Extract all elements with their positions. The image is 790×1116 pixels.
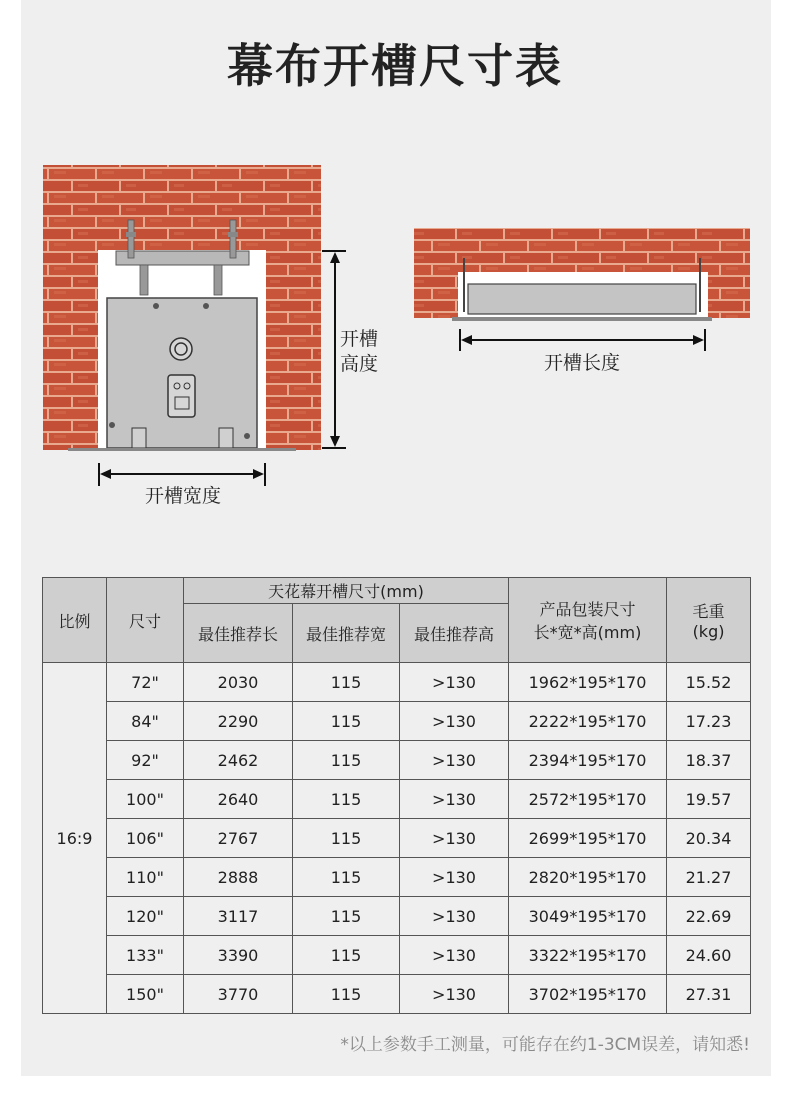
table-row: [43, 858, 751, 897]
height-cell: >130: [400, 858, 509, 897]
length-cell: 3390: [184, 936, 293, 975]
size-cell: 106": [107, 819, 184, 858]
size-cell: 120": [107, 897, 184, 936]
package-cell: 2222*195*170: [509, 702, 667, 741]
weight-cell: 17.23: [667, 702, 751, 741]
height-cell: >130: [400, 819, 509, 858]
size-cell: 72": [107, 663, 184, 702]
header-package: [509, 578, 667, 663]
weight-cell: 24.60: [667, 936, 751, 975]
width-label: 开槽宽度: [144, 485, 222, 507]
length-dimension: [460, 329, 705, 351]
package-cell: 2394*195*170: [509, 741, 667, 780]
width-cell: 115: [293, 663, 400, 702]
size-cell: 150": [107, 975, 184, 1014]
height-cell: >130: [400, 780, 509, 819]
table-row: [43, 741, 751, 780]
header-ratio: 比例: [43, 578, 107, 663]
length-cell: 2462: [184, 741, 293, 780]
header-package-line2: 长*宽*高(mm): [533, 623, 642, 642]
width-dimension: [99, 463, 265, 486]
height-cell: >130: [400, 702, 509, 741]
table-row: [43, 936, 751, 975]
table-row: [43, 663, 751, 702]
weight-cell: 18.37: [667, 741, 751, 780]
header-weight: [667, 578, 751, 663]
length-cell: 3117: [184, 897, 293, 936]
weight-cell: 27.31: [667, 975, 751, 1014]
table-row: [43, 819, 751, 858]
header-size: 尺寸: [107, 578, 184, 663]
height-cell: >130: [400, 663, 509, 702]
height-cell: >130: [400, 975, 509, 1014]
height-label-line1: 开槽: [340, 328, 379, 350]
weight-cell: 21.27: [667, 858, 751, 897]
size-cell: 110": [107, 858, 184, 897]
table-row: [43, 975, 751, 1014]
width-cell: 115: [293, 975, 400, 1014]
header-weight-line2: (kg): [692, 622, 725, 641]
page-title: 幕布开槽尺寸表: [227, 39, 563, 93]
width-cell: 115: [293, 936, 400, 975]
weight-cell: 22.69: [667, 897, 751, 936]
size-cell: 133": [107, 936, 184, 975]
length-cell: 3770: [184, 975, 293, 1014]
width-cell: 115: [293, 741, 400, 780]
package-cell: 2699*195*170: [509, 819, 667, 858]
weight-cell: 20.34: [667, 819, 751, 858]
length-label: 开槽长度: [543, 352, 621, 374]
length-cell: 2030: [184, 663, 293, 702]
header-best-width: 最佳推荐宽: [293, 604, 400, 663]
header-package-line1: 产品包装尺寸: [539, 600, 636, 619]
ratio-cell: 16:9: [43, 663, 107, 1014]
size-cell: 92": [107, 741, 184, 780]
package-cell: 2572*195*170: [509, 780, 667, 819]
width-cell: 115: [293, 858, 400, 897]
size-cell: 100": [107, 780, 184, 819]
width-cell: 115: [293, 780, 400, 819]
header-best-height: 最佳推荐高: [400, 604, 509, 663]
header-weight-line1: 毛重: [692, 602, 725, 621]
weight-cell: 15.52: [667, 663, 751, 702]
slot-size-table: [42, 577, 751, 1014]
width-cell: 115: [293, 702, 400, 741]
length-cell: 2290: [184, 702, 293, 741]
header-slot-group: 天花幕开槽尺寸(mm): [184, 578, 509, 604]
package-cell: 3049*195*170: [509, 897, 667, 936]
width-cell: 115: [293, 897, 400, 936]
size-cell: 84": [107, 702, 184, 741]
height-label-line2: 高度: [340, 353, 379, 375]
weight-cell: 19.57: [667, 780, 751, 819]
header-best-length: 最佳推荐长: [184, 604, 293, 663]
height-cell: >130: [400, 936, 509, 975]
table-row: [43, 897, 751, 936]
package-cell: 1962*195*170: [509, 663, 667, 702]
length-cell: 2640: [184, 780, 293, 819]
height-cell: >130: [400, 897, 509, 936]
measurement-note: *以上参数手工测量，可能存在约1-3CM误差，请知悉!: [340, 1035, 750, 1055]
package-cell: 2820*195*170: [509, 858, 667, 897]
length-cell: 2888: [184, 858, 293, 897]
table-row: [43, 780, 751, 819]
package-cell: 3322*195*170: [509, 936, 667, 975]
height-cell: >130: [400, 741, 509, 780]
table-row: [43, 702, 751, 741]
package-cell: 3702*195*170: [509, 975, 667, 1014]
length-cell: 2767: [184, 819, 293, 858]
width-cell: 115: [293, 819, 400, 858]
